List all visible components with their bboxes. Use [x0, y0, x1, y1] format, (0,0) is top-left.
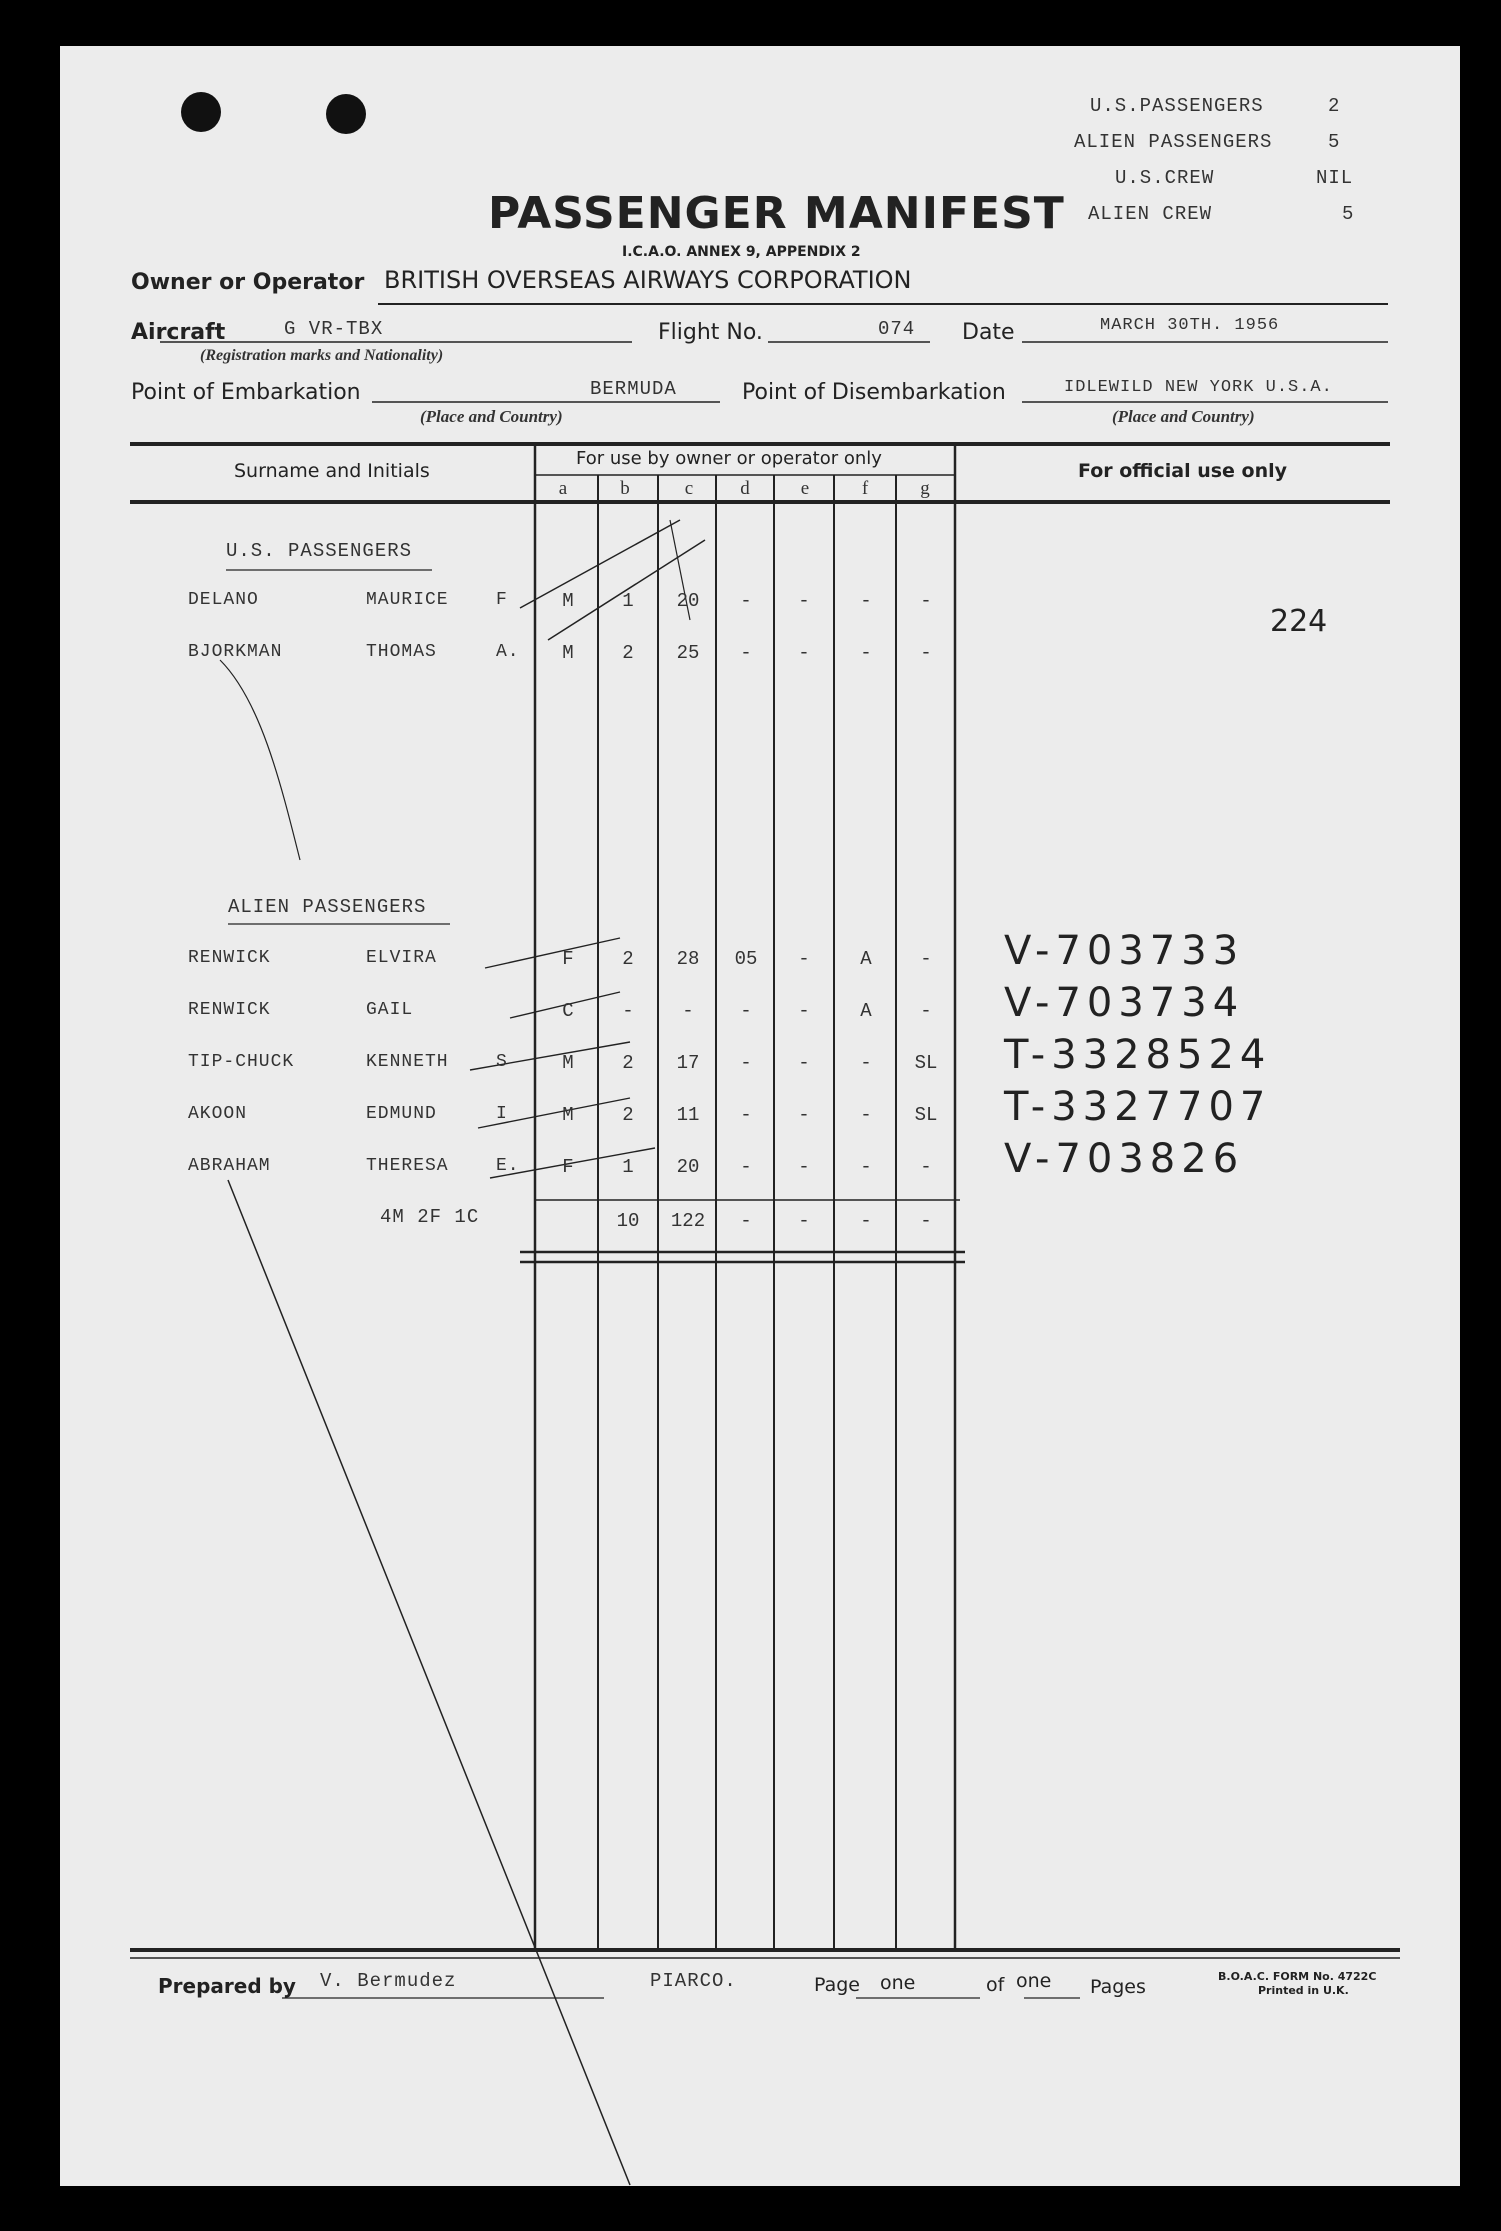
totals-c: 122 — [670, 1210, 706, 1232]
totals-label: 4M 2F 1C — [380, 1206, 480, 1228]
cell-c: 17 — [676, 1052, 700, 1074]
passenger-surname: TIP-CHUCK — [188, 1052, 295, 1072]
totals-b: 10 — [616, 1210, 640, 1232]
flight-label: Flight No. — [658, 320, 763, 345]
official-document-number: T-3327707 — [1004, 1084, 1272, 1130]
cell-a: M — [562, 1104, 574, 1126]
owner-value: BRITISH OVERSEAS AIRWAYS CORPORATION — [384, 266, 912, 294]
us-passengers-heading: U.S. PASSENGERS — [226, 540, 413, 562]
date-value: MARCH 30TH. 1956 — [1100, 316, 1280, 335]
totals-g: - — [920, 1210, 932, 1232]
sub-column-d: d — [740, 478, 750, 499]
passenger-initial: E. — [496, 1156, 520, 1176]
cell-a: M — [562, 590, 574, 612]
official-document-number: V-703826 — [1004, 1136, 1245, 1182]
official-document-number: V-703733 — [1004, 928, 1245, 974]
summary-label: ALIEN CREW — [1088, 203, 1213, 225]
passenger-given-name: MAURICE — [366, 590, 449, 610]
page-title: PASSENGER MANIFEST — [488, 188, 1065, 239]
passenger-surname: ABRAHAM — [188, 1156, 271, 1176]
date-label: Date — [962, 320, 1015, 345]
page-label: Page — [814, 1974, 860, 1996]
sub-column-e: e — [800, 478, 810, 499]
totals-f: - — [860, 1210, 872, 1232]
cell-b: 1 — [622, 590, 634, 612]
cell-g: - — [920, 590, 932, 612]
of-label: of — [986, 1974, 1005, 1996]
owner-label: Owner or Operator — [131, 270, 365, 295]
aircraft-value: G VR-TBX — [284, 318, 384, 340]
sub-column-a: a — [558, 478, 568, 499]
cell-c: 28 — [676, 948, 700, 970]
cell-b: 2 — [622, 1104, 634, 1126]
passenger-initial: S — [496, 1052, 508, 1072]
sub-column-c: c — [684, 478, 694, 499]
prepared-place: PIARCO. — [650, 1970, 737, 1992]
cell-f: - — [860, 590, 872, 612]
passenger-surname: DELANO — [188, 590, 259, 610]
cell-f: - — [860, 642, 872, 664]
cell-c: 20 — [676, 1156, 700, 1178]
cell-b: 2 — [622, 642, 634, 664]
cell-g: - — [920, 948, 932, 970]
disembarkation-label: Point of Disembarkation — [742, 380, 1006, 405]
cell-g: SL — [914, 1104, 938, 1126]
summary-label: U.S.CREW — [1115, 167, 1215, 189]
totals-e: - — [798, 1210, 810, 1232]
cell-d: - — [740, 1000, 752, 1022]
cell-d: - — [740, 642, 752, 664]
sub-column-b: b — [620, 478, 630, 499]
disembarkation-caption: (Place and Country) — [1112, 407, 1255, 426]
page-value: one — [880, 1972, 916, 1994]
summary-value: 5 — [1342, 203, 1355, 225]
cell-f: - — [860, 1104, 872, 1126]
cell-a: M — [562, 1052, 574, 1074]
cell-f: - — [860, 1156, 872, 1178]
cell-g: - — [920, 642, 932, 664]
cell-c: 20 — [676, 590, 700, 612]
cell-e: - — [798, 642, 810, 664]
form-number: B.O.A.C. FORM No. 4722C — [1218, 1970, 1377, 1983]
passenger-given-name: KENNETH — [366, 1052, 449, 1072]
pages-label: Pages — [1090, 1976, 1146, 1998]
official-document-number: T-3328524 — [1004, 1032, 1272, 1078]
cell-g: - — [920, 1000, 932, 1022]
cell-e: - — [798, 590, 810, 612]
cell-d: 05 — [734, 948, 758, 970]
passenger-given-name: THERESA — [366, 1156, 449, 1176]
cell-d: - — [740, 1052, 752, 1074]
page-subtitle: I.C.A.O. ANNEX 9, APPENDIX 2 — [622, 244, 861, 260]
aircraft-caption: (Registration marks and Nationality) — [200, 347, 444, 364]
sub-column-g: g — [920, 478, 930, 499]
official-use-header: For official use only — [1078, 460, 1288, 482]
passenger-given-name: THOMAS — [366, 642, 437, 662]
owner-use-header: For use by owner or operator only — [576, 448, 882, 469]
cell-d: - — [740, 1104, 752, 1126]
prepared-by-label: Prepared by — [158, 1974, 296, 1998]
embarkation-label: Point of Embarkation — [131, 380, 361, 405]
summary-value: 2 — [1328, 95, 1341, 117]
cell-f: A — [860, 1000, 872, 1022]
surname-column-header: Surname and Initials — [234, 460, 430, 482]
cell-b: 2 — [622, 1052, 634, 1074]
summary-value: NIL — [1316, 167, 1354, 189]
cell-b: - — [622, 1000, 634, 1022]
cell-b: 1 — [622, 1156, 634, 1178]
alien-passengers-heading: ALIEN PASSENGERS — [228, 896, 427, 918]
cell-e: - — [798, 1000, 810, 1022]
cell-e: - — [798, 1052, 810, 1074]
official-document-number: V-703734 — [1004, 980, 1245, 1026]
cell-f: - — [860, 1052, 872, 1074]
passenger-given-name: GAIL — [366, 1000, 414, 1020]
prepared-by-value: V. Bermudez — [320, 1970, 457, 1992]
cell-f: A — [860, 948, 872, 970]
cell-g: - — [920, 1156, 932, 1178]
passenger-surname: BJORKMAN — [188, 642, 283, 662]
cell-a: F — [562, 1156, 574, 1178]
cell-e: - — [798, 1156, 810, 1178]
cell-a: M — [562, 642, 574, 664]
flight-value: 074 — [878, 318, 916, 340]
passenger-initial: I — [496, 1104, 508, 1124]
aircraft-label: Aircraft — [131, 320, 226, 345]
summary-value: 5 — [1328, 131, 1341, 153]
cell-e: - — [798, 1104, 810, 1126]
disembarkation-value: IDLEWILD NEW YORK U.S.A. — [1064, 378, 1333, 397]
of-value: one — [1016, 1970, 1052, 1992]
embarkation-caption: (Place and Country) — [420, 407, 563, 426]
cell-d: - — [740, 1156, 752, 1178]
passenger-initial: A. — [496, 642, 520, 662]
embarkation-value: BERMUDA — [590, 378, 677, 400]
sub-column-f: f — [861, 478, 869, 499]
cell-c: - — [682, 1000, 694, 1022]
summary-label: U.S.PASSENGERS — [1090, 95, 1264, 117]
cell-b: 2 — [622, 948, 634, 970]
passenger-given-name: EDMUND — [366, 1104, 437, 1124]
cell-c: 25 — [676, 642, 700, 664]
passenger-surname: AKOON — [188, 1104, 248, 1124]
passenger-surname: RENWICK — [188, 1000, 271, 1020]
cell-c: 11 — [676, 1104, 700, 1126]
official-reference-number: 224 — [1270, 604, 1328, 639]
cell-g: SL — [914, 1052, 938, 1074]
cell-d: - — [740, 590, 752, 612]
summary-label: ALIEN PASSENGERS — [1074, 131, 1273, 153]
passenger-given-name: ELVIRA — [366, 948, 437, 968]
passenger-surname: RENWICK — [188, 948, 271, 968]
cell-a: F — [562, 948, 574, 970]
totals-d: - — [740, 1210, 752, 1232]
passenger-initial: F — [496, 590, 508, 610]
cell-e: - — [798, 948, 810, 970]
printed-note: Printed in U.K. — [1258, 1984, 1349, 1997]
cell-a: C — [562, 1000, 574, 1022]
